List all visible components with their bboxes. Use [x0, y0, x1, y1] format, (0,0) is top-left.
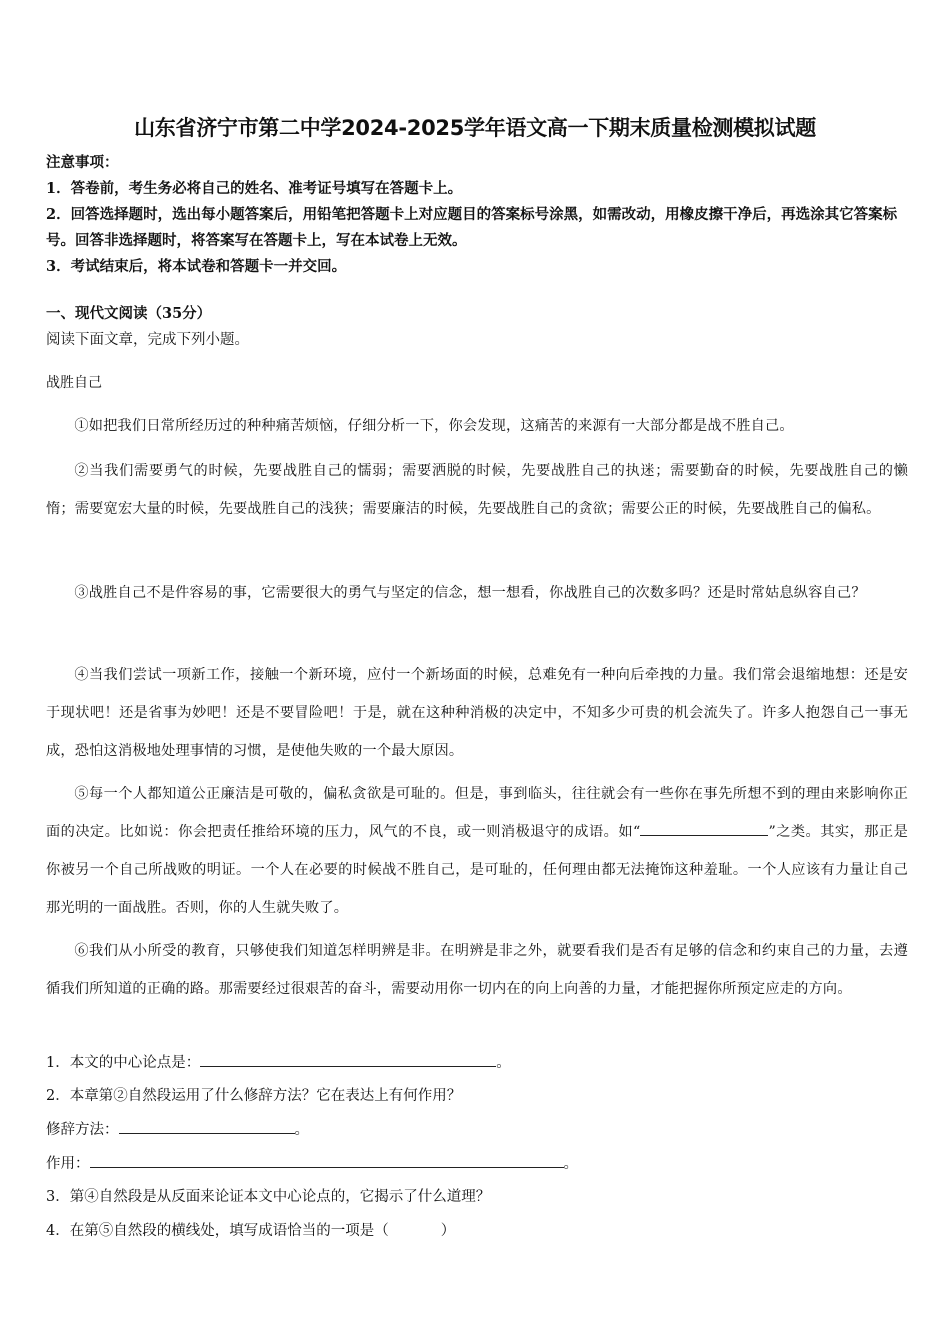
notice-item-2: 2．回答选择题时，选出每小题答案后，用铅笔把答题卡上对应题目的答案标号涂黑，如需改动，用橡皮擦干净后，再选涂其它答案标号。回答非选择题时，将答案写在答题卡上，写在本试卷上无效。 — [46, 206, 898, 249]
answer-blank-q1[interactable] — [200, 1052, 496, 1067]
question-4-end: ） — [440, 1223, 456, 1239]
essay-paragraph-5-part-b: ”之类。其实，那正是你被另一个自己所战败的明证。一个人在必要的时候战不胜自己，是可耻的，任何理由都无法掩饰这种羞耻。一个人应该有力量让自己那光明的一面战胜。否则，你的人生就失败了。 — [46, 824, 908, 916]
question-2-method-end: 。 — [294, 1122, 309, 1138]
section-instruction: 阅读下面文章，完成下列小题。 — [46, 332, 249, 348]
question-2-method-label: 修辞方法： — [46, 1122, 119, 1138]
page-title: 山东省济宁市第二中学2024-2025学年语文高一下期末质量检测模拟试题 — [134, 116, 816, 140]
question-4 — [46, 1219, 455, 1240]
answer-blank-q2-effect[interactable] — [90, 1153, 564, 1168]
notice-item-3: 3．考试结束后，将本试卷和答题卡一并交回。 — [46, 258, 347, 275]
answer-blank-q2-method[interactable] — [119, 1119, 295, 1134]
essay-paragraph-5 — [46, 775, 908, 927]
question-1-end: 。 — [496, 1055, 511, 1071]
question-2-method — [46, 1118, 309, 1139]
question-2-effect-label: 作用： — [46, 1156, 90, 1172]
question-2-effect — [46, 1152, 578, 1173]
answer-blank-idiom[interactable] — [640, 821, 734, 836]
essay-title: 战胜自己 — [46, 375, 102, 391]
essay-paragraph-5-part-a: ⑤每一个人都知道公正廉洁是可敬的，偏私贪欲是可耻的。但是，事到临头，往往就会有一些你在事先所想不到的理由来影响你正面的决定。比如说：你会把责任推给环境的压力，风气的不良，或一则消极退守的成语。如“ — [46, 786, 908, 840]
question-2-effect-end: 。 — [563, 1156, 578, 1172]
section-heading: 一、现代文阅读（35分） — [46, 305, 212, 322]
essay-paragraph-2: ②当我们需要勇气的时候，先要战胜自己的懦弱；需要洒脱的时候，先要战胜自己的执迷；需要勤奋的时候，先要战胜自己的懒惰；需要宽宏大量的时候，先要战胜自己的浅狭；需要廉洁的时候，先要战胜自己的贪欲；需要公正的时候，先要战胜自己的偏私。 — [46, 463, 908, 517]
essay-paragraph-1: ①如把我们日常所经历过的种种痛苦烦恼，仔细分析一下，你会发现，这痛苦的来源有一大部分都是战不胜自己。 — [74, 418, 794, 434]
answer-blank-idiom-continued[interactable] — [734, 821, 768, 836]
notice-item-1: 1．答卷前，考生务必将自己的姓名、准考证号填写在答题卡上。 — [46, 180, 463, 197]
question-1-text: 1．本文的中心论点是： — [46, 1055, 201, 1071]
notice-heading: 注意事项： — [46, 154, 119, 171]
question-2: 2．本章第②自然段运用了什么修辞方法？它在表达上有何作用？ — [46, 1088, 462, 1104]
question-4-text: 4．在第⑤自然段的横线处，填写成语恰当的一项是（ — [46, 1223, 389, 1239]
essay-paragraph-6: ⑥我们从小所受的教育，只够使我们知道怎样明辨是非。在明辨是非之外，就要看我们是否有足够的信念和约束自己的力量，去遵循我们所知道的正确的路。那需要经过很艰苦的奋斗，需要动用你一切内在的向上向善的力量，才能把握你所预定应走的方向。 — [46, 943, 908, 997]
essay-paragraph-3: ③战胜自己不是件容易的事，它需要很大的勇气与坚定的信念，想一想看，你战胜自己的次数多吗？还是时常姑息纵容自己？ — [74, 585, 866, 601]
question-1 — [46, 1051, 511, 1072]
essay-paragraph-4: ④当我们尝试一项新工作，接触一个新环境，应付一个新场面的时候，总难免有一种向后牵拽的力量。我们常会退缩地想：还是安于现状吧！还是省事为妙吧！还是不要冒险吧！于是，就在这种种消极的决定中，不知多少可贵的机会流失了。许多人抱怨自己一事无成，恐怕这消极地处理事情的习惯，是使他失败的一个最大原因。 — [46, 667, 908, 759]
question-3: 3．第④自然段是从反面来论证本文中心论点的，它揭示了什么道理？ — [46, 1189, 491, 1205]
